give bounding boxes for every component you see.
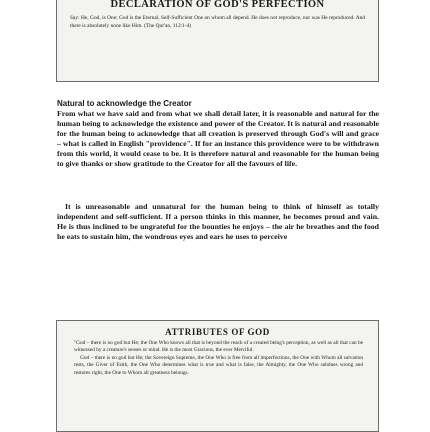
attributes-paragraph-1: "God – there is no god but He; the One Who knows all that is beyond the reach of a created being's perception, as well as all that can be witnessed by a creature's senses or mind. He is the most Gracious, the ever Merciful. [74, 340, 363, 354]
section-heading: Natural to acknowledge the Creator [57, 99, 192, 108]
declaration-title: DECLARATION OF GOD'S PERFECTION [110, 0, 325, 10]
body-paragraph-2: It is unreasonable and unnatural for the human being to think of himself as totally independent and self-sufficient. If a person thinks in this manner, he becomes proud and vain. He is thus inclined to be ungrateful for the bounties he enjoys – the air he breathes and the food he eats to sustain him, the wondrous eyes and ears he uses to perceive [57, 202, 379, 241]
attributes-box [56, 320, 379, 432]
declaration-box [56, 0, 379, 82]
attributes-title: ATTRIBUTES OF GOD [165, 327, 270, 337]
attributes-paragraph-2: God – there is no god but He; the Sovereign Supreme, the One Who is free from all imperfections, the One with Whom all salvation rests, the Giver of Faith, the One Who determines what is true and what is false, the Almighty, the One Who subdues wrong and restores right, the One to Whom all greatness belongs. [74, 354, 363, 376]
declaration-text: Say: He, God, is One; God is the Eternal, Self-Sufficient One on whom all depend. He does not reproduce, nor was He reproduced. And there is absolutely none like Him. (The Qur'an, 112:1-4) [70, 15, 365, 29]
attributes-text [74, 340, 363, 377]
body-paragraph-1: From what we have said and from what we shall detail later, it is reasonable and natural for the human being to acknowledge the existence and power of the Creator. It is natural and reasonable for the human being to acknowledge that all creation is preserved through God's will and grace – what is called in English "providence". If for an instance this providence were to be withdrawn from this world, it would cease to be. It is therefore natural and reasonable for the human being to give thanks or show gratitude to the Creator for all the favours of life. [57, 109, 379, 168]
